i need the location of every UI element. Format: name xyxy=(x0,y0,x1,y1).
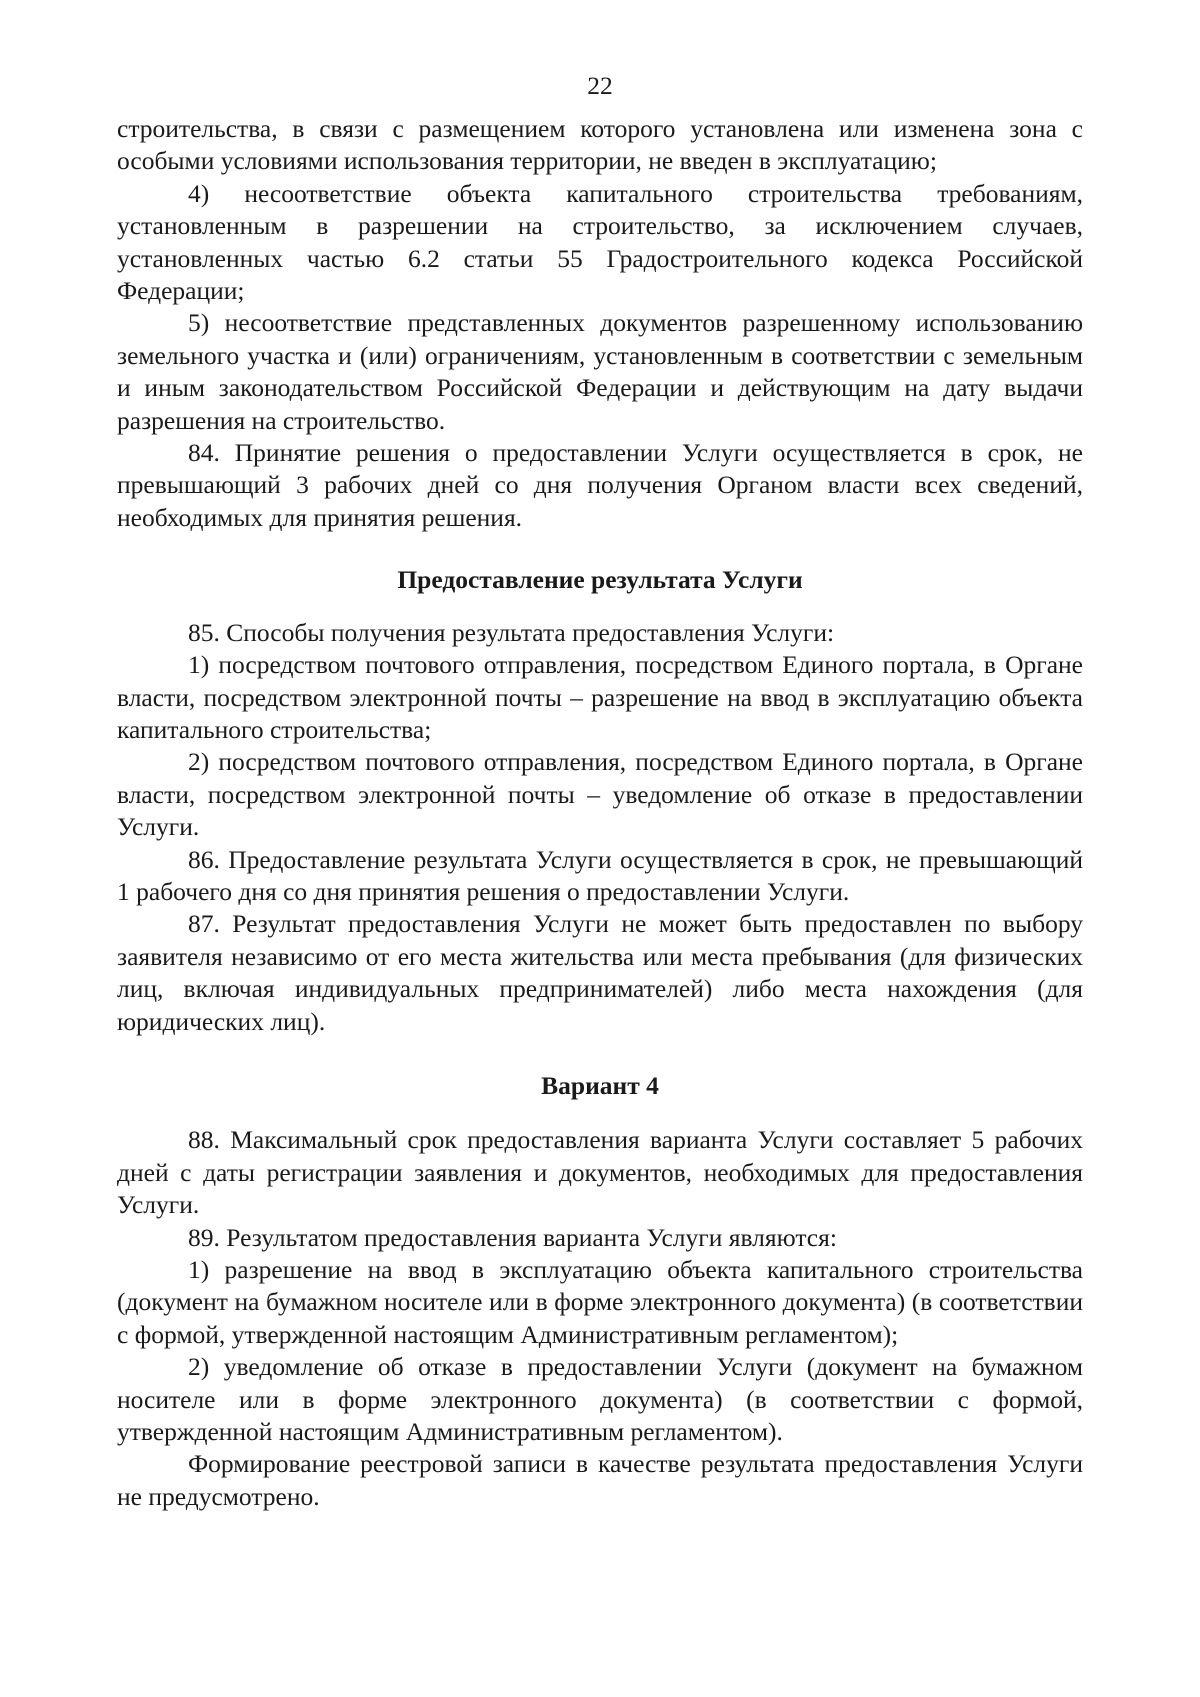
section-top xyxy=(117,113,1083,534)
section-heading-result: Предоставление результата Услуги xyxy=(397,565,803,595)
paragraph: 85. Способы получения результата предоставления Услуги: xyxy=(188,617,835,647)
spacer xyxy=(117,534,1083,564)
paragraph: 2) уведомление об отказе в предоставлении Услуги (документ на бумажном носителе или в форме электронного документа) (в соответствии с формой, утвержденной настоящим Административным регламентом). xyxy=(117,1352,1083,1447)
paragraph: 84. Принятие решения о предоставлении Услуги осуществляется в срок, не превышающий 3 рабочих дней со дня получения Органом власти всех сведений, необходимых для принятия решения. xyxy=(117,438,1083,532)
paragraph: 4) несоответствие объекта капитального строительства требованиям, установленным в разрешении на строительство, за исключением случаев, установленных частью 6.2 статьи 55 Градостроительного кодекса Российской Федерации; xyxy=(117,178,1083,306)
paragraph: строительства, в связи с размещением которого установлена или изменена зона с особыми условиями использования территории, не введен в эксплуатацию; xyxy=(117,114,1083,176)
paragraph: 2) посредством почтового отправления, посредством Единого портала, в Органе власти, посредством электронной почты – уведомление об отказе в предоставлении Услуги. xyxy=(117,747,1083,842)
spacer xyxy=(117,1038,1083,1070)
paragraph: 88. Максимальный срок предоставления варианта Услуги составляет 5 рабочих дней с даты регистрации заявления и документов, необходимых для предоставления Услуги. xyxy=(117,1125,1083,1220)
paragraph: 5) несоответствие представленных документов разрешенному использованию земельного участка и (или) ограничениям, установленным в соответствии с земельным и иным законодательством Российской Федерации и действующим на дату выдачи разрешения на строительство. xyxy=(117,308,1083,435)
paragraph: 87. Результат предоставления Услуги не может быть предоставлен по выбору заявителя независимо от его места жительства или места пребывания (для физических лиц, включая индивидуальных предпринимателей) либо места нахождения (для юридических лиц). xyxy=(117,909,1083,1036)
paragraph: 1) посредством почтового отправления, посредством Единого портала, в Органе власти, посредством электронной почты – разрешение на ввод в эксплуатацию объекта капитального строительства; xyxy=(117,650,1083,744)
paragraph: Формирование реестровой записи в качестве результата предоставления Услуги не предусмотрено. xyxy=(117,1449,1083,1511)
spacer xyxy=(117,597,1083,617)
spacer xyxy=(117,1102,1083,1124)
section-heading-variant: Вариант 4 xyxy=(541,1070,659,1100)
section-variant xyxy=(117,1124,1083,1513)
page-number: 22 xyxy=(587,71,613,100)
paragraph: 89. Результатом предоставления варианта Услуги являются: xyxy=(188,1222,837,1252)
document-page xyxy=(117,70,1083,1513)
section-result xyxy=(117,617,1083,1038)
paragraph: 1) разрешение на ввод в эксплуатацию объекта капитального строительства (документ на бумажном носителе или в форме электронного документа) (в соответствии с формой, утвержденной настоящим Административным регламентом); xyxy=(117,1255,1083,1349)
paragraph: 86. Предоставление результата Услуги осуществляется в срок, не превышающий 1 рабочего дня со дня принятия решения о предоставлении Услуги. xyxy=(117,844,1083,906)
